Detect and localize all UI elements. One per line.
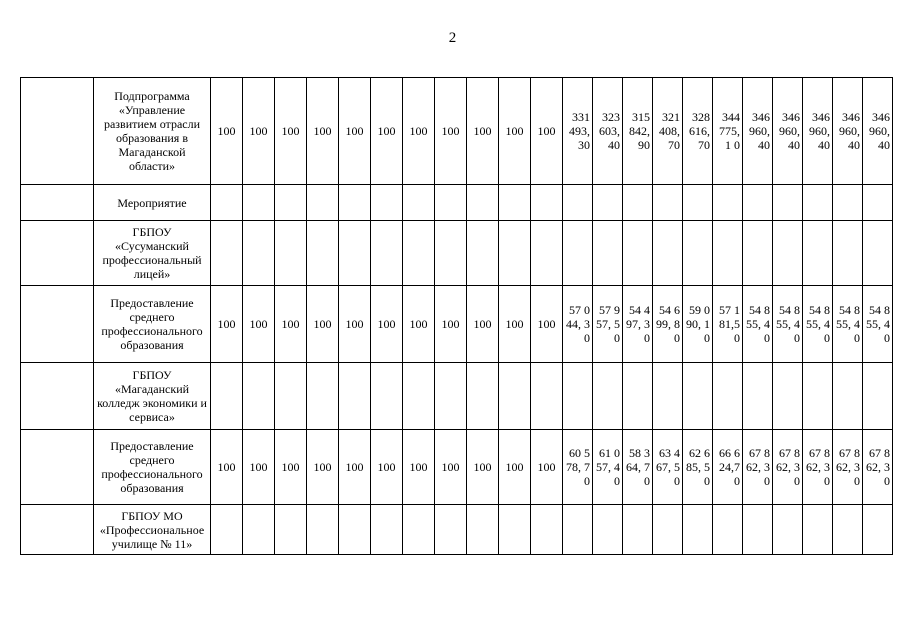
amount-cell <box>713 221 743 286</box>
percent-cell <box>243 505 275 555</box>
amount-cell <box>653 505 683 555</box>
percent-cell: 100 <box>435 78 467 185</box>
amount-cell: 63 467, 50 <box>653 430 683 505</box>
amount-cell <box>563 505 593 555</box>
amount-cell <box>863 221 893 286</box>
amount-cell <box>773 505 803 555</box>
table-row <box>21 221 893 286</box>
amount-cell <box>743 221 773 286</box>
amount-cell <box>833 221 863 286</box>
percent-cell: 100 <box>531 78 563 185</box>
percent-cell <box>467 221 499 286</box>
percent-cell: 100 <box>403 430 435 505</box>
amount-cell <box>743 363 773 430</box>
percent-cell: 100 <box>403 78 435 185</box>
amount-cell <box>863 185 893 221</box>
amount-cell: 315 842, 90 <box>623 78 653 185</box>
amount-cell <box>683 363 713 430</box>
percent-cell: 100 <box>211 286 243 363</box>
percent-cell <box>435 505 467 555</box>
percent-cell <box>435 363 467 430</box>
amount-cell: 54 855, 40 <box>803 286 833 363</box>
percent-cell <box>371 363 403 430</box>
percent-cell <box>243 185 275 221</box>
amount-cell <box>713 185 743 221</box>
amount-cell: 67 862, 30 <box>863 430 893 505</box>
percent-cell: 100 <box>243 286 275 363</box>
amount-cell: 54 855, 40 <box>773 286 803 363</box>
percent-cell: 100 <box>371 78 403 185</box>
row-name-cell: Подпрограмма «Управление развитием отрасли образования в Магаданской области» <box>94 78 211 185</box>
amount-cell: 346 960, 40 <box>833 78 863 185</box>
amount-cell: 54 497, 30 <box>623 286 653 363</box>
amount-cell: 66 624,7 0 <box>713 430 743 505</box>
amount-cell: 323 603, 40 <box>593 78 623 185</box>
amount-cell <box>653 221 683 286</box>
percent-cell <box>275 185 307 221</box>
amount-cell <box>683 221 713 286</box>
amount-cell: 328 616, 70 <box>683 78 713 185</box>
percent-cell: 100 <box>467 78 499 185</box>
amount-cell <box>833 185 863 221</box>
table-row <box>21 430 893 505</box>
amount-cell <box>803 505 833 555</box>
amount-cell <box>593 505 623 555</box>
percent-cell: 100 <box>467 286 499 363</box>
percent-cell: 100 <box>499 78 531 185</box>
table-row <box>21 286 893 363</box>
percent-cell: 100 <box>307 286 339 363</box>
percent-cell <box>371 505 403 555</box>
percent-cell <box>499 221 531 286</box>
percent-cell <box>275 505 307 555</box>
percent-cell: 100 <box>531 430 563 505</box>
percent-cell: 100 <box>467 430 499 505</box>
amount-cell: 58 364, 70 <box>623 430 653 505</box>
amount-cell <box>773 363 803 430</box>
percent-cell <box>403 363 435 430</box>
amount-cell <box>623 221 653 286</box>
amount-cell <box>563 221 593 286</box>
data-table <box>20 77 893 555</box>
row-name-cell: ГБПОУ МО «Профессиональное училище № 11» <box>94 505 211 555</box>
table-row <box>21 185 893 221</box>
percent-cell <box>531 505 563 555</box>
amount-cell <box>833 363 863 430</box>
amount-cell: 67 862, 30 <box>773 430 803 505</box>
percent-cell <box>467 363 499 430</box>
amount-cell: 67 862, 30 <box>743 430 773 505</box>
percent-cell <box>307 221 339 286</box>
percent-cell <box>499 363 531 430</box>
percent-cell: 100 <box>243 430 275 505</box>
percent-cell: 100 <box>307 78 339 185</box>
percent-cell <box>467 505 499 555</box>
percent-cell: 100 <box>211 430 243 505</box>
amount-cell <box>803 185 833 221</box>
amount-cell: 61 057, 40 <box>593 430 623 505</box>
empty-cell <box>21 505 94 555</box>
amount-cell <box>773 185 803 221</box>
amount-cell: 344 775,1 0 <box>713 78 743 185</box>
percent-cell <box>403 505 435 555</box>
amount-cell: 57 044, 30 <box>563 286 593 363</box>
amount-cell <box>803 363 833 430</box>
percent-cell: 100 <box>275 78 307 185</box>
amount-cell: 321 408, 70 <box>653 78 683 185</box>
amount-cell: 346 960, 40 <box>773 78 803 185</box>
percent-cell: 100 <box>435 286 467 363</box>
empty-cell <box>21 430 94 505</box>
percent-cell <box>243 363 275 430</box>
percent-cell <box>371 185 403 221</box>
percent-cell <box>307 505 339 555</box>
amount-cell: 57 181,5 0 <box>713 286 743 363</box>
amount-cell: 54 855, 40 <box>863 286 893 363</box>
amount-cell: 60 578, 70 <box>563 430 593 505</box>
percent-cell <box>531 185 563 221</box>
amount-cell <box>833 505 863 555</box>
empty-cell <box>21 185 94 221</box>
amount-cell: 57 957, 50 <box>593 286 623 363</box>
percent-cell: 100 <box>307 430 339 505</box>
amount-cell: 59 090, 10 <box>683 286 713 363</box>
percent-cell <box>211 185 243 221</box>
table-row <box>21 363 893 430</box>
amount-cell: 346 960, 40 <box>863 78 893 185</box>
percent-cell <box>499 185 531 221</box>
percent-cell <box>435 185 467 221</box>
amount-cell: 67 862, 30 <box>803 430 833 505</box>
amount-cell: 54 855, 40 <box>833 286 863 363</box>
percent-cell <box>211 505 243 555</box>
percent-cell: 100 <box>371 286 403 363</box>
table-row <box>21 505 893 555</box>
percent-cell <box>275 363 307 430</box>
percent-cell: 100 <box>531 286 563 363</box>
percent-cell: 100 <box>339 286 371 363</box>
amount-cell <box>713 363 743 430</box>
percent-cell: 100 <box>243 78 275 185</box>
amount-cell <box>623 185 653 221</box>
row-name-cell: Мероприятие <box>94 185 211 221</box>
percent-cell <box>211 221 243 286</box>
percent-cell: 100 <box>339 78 371 185</box>
percent-cell <box>339 363 371 430</box>
percent-cell <box>339 505 371 555</box>
percent-cell <box>403 221 435 286</box>
row-name-cell: ГБПОУ «Сусуманский профессиональный лицей» <box>94 221 211 286</box>
amount-cell <box>863 363 893 430</box>
percent-cell <box>531 221 563 286</box>
empty-cell <box>21 286 94 363</box>
percent-cell <box>307 185 339 221</box>
amount-cell: 346 960, 40 <box>743 78 773 185</box>
amount-cell: 62 685, 50 <box>683 430 713 505</box>
amount-cell: 67 862, 30 <box>833 430 863 505</box>
row-name-cell: ГБПОУ «Магаданский колледж экономики и сервиса» <box>94 363 211 430</box>
percent-cell: 100 <box>403 286 435 363</box>
amount-cell <box>743 185 773 221</box>
amount-cell <box>623 363 653 430</box>
percent-cell: 100 <box>499 286 531 363</box>
empty-cell <box>21 363 94 430</box>
row-name-cell: Предоставление среднего профессионального образования <box>94 286 211 363</box>
percent-cell <box>211 363 243 430</box>
amount-cell <box>713 505 743 555</box>
page-number: 2 <box>448 30 457 46</box>
percent-cell: 100 <box>275 430 307 505</box>
percent-cell: 100 <box>371 430 403 505</box>
amount-cell <box>743 505 773 555</box>
amount-cell <box>653 363 683 430</box>
amount-cell <box>593 363 623 430</box>
amount-cell: 54 699, 80 <box>653 286 683 363</box>
amount-cell <box>593 185 623 221</box>
amount-cell <box>563 185 593 221</box>
amount-cell: 346 960, 40 <box>803 78 833 185</box>
percent-cell: 100 <box>275 286 307 363</box>
percent-cell: 100 <box>211 78 243 185</box>
amount-cell <box>593 221 623 286</box>
percent-cell <box>435 221 467 286</box>
empty-cell <box>21 221 94 286</box>
percent-cell: 100 <box>435 430 467 505</box>
amount-cell <box>683 185 713 221</box>
percent-cell <box>275 221 307 286</box>
amount-cell <box>803 221 833 286</box>
amount-cell: 331 493, 30 <box>563 78 593 185</box>
percent-cell: 100 <box>339 430 371 505</box>
amount-cell <box>863 505 893 555</box>
percent-cell <box>243 221 275 286</box>
percent-cell <box>531 363 563 430</box>
amount-cell <box>563 363 593 430</box>
percent-cell <box>307 363 339 430</box>
table-row <box>21 78 893 185</box>
amount-cell <box>623 505 653 555</box>
amount-cell <box>773 221 803 286</box>
percent-cell <box>467 185 499 221</box>
percent-cell <box>339 185 371 221</box>
percent-cell <box>403 185 435 221</box>
percent-cell: 100 <box>499 430 531 505</box>
row-name-cell: Предоставление среднего профессионального образования <box>94 430 211 505</box>
amount-cell <box>653 185 683 221</box>
amount-cell <box>683 505 713 555</box>
percent-cell <box>371 221 403 286</box>
percent-cell <box>499 505 531 555</box>
amount-cell: 54 855, 40 <box>743 286 773 363</box>
empty-cell <box>21 78 94 185</box>
percent-cell <box>339 221 371 286</box>
